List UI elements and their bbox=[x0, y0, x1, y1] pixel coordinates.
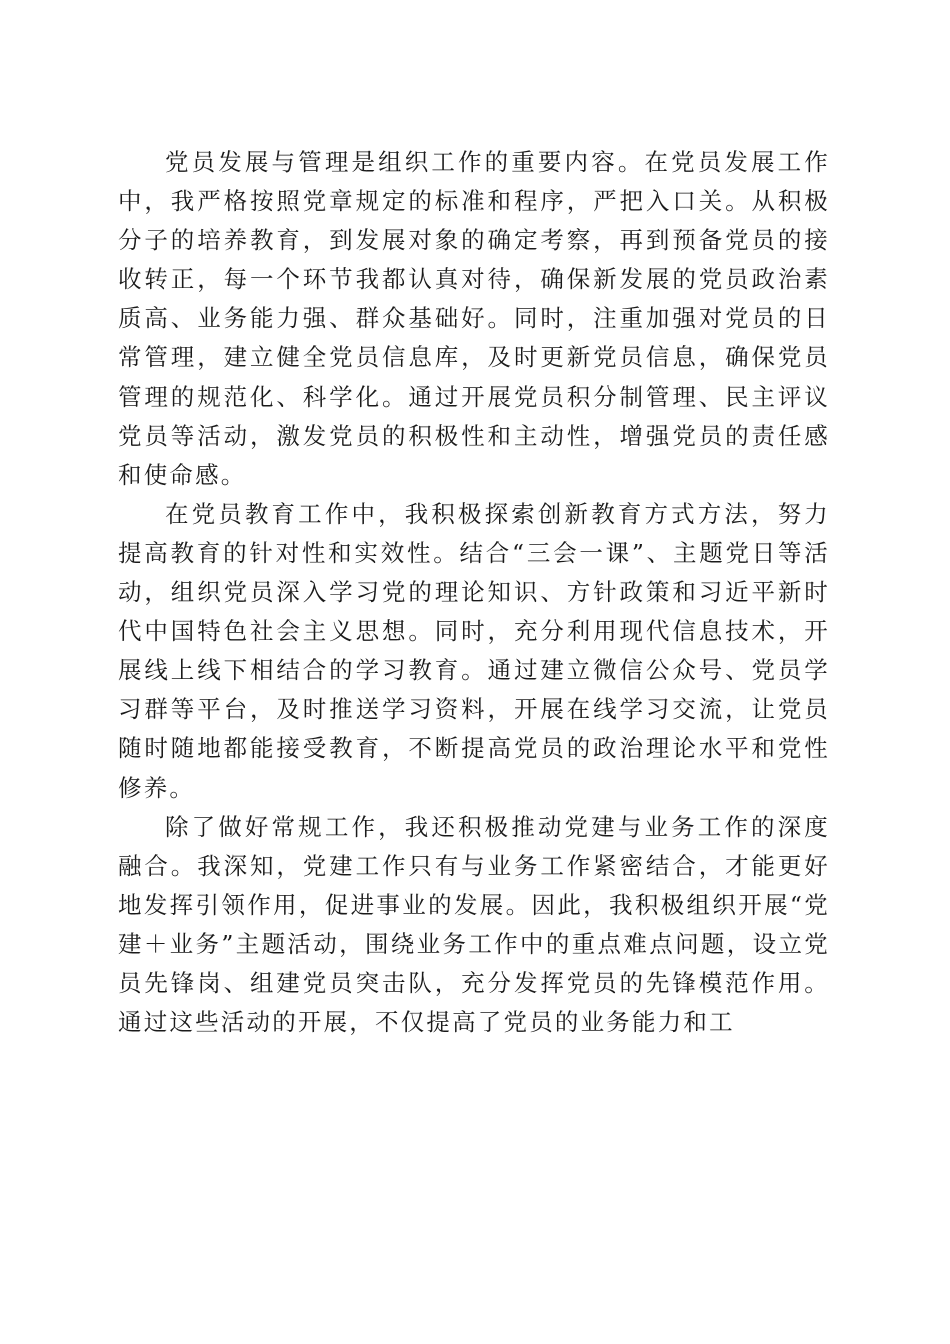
document-body bbox=[118, 143, 830, 1042]
paragraph-party-business-integration: 除了做好常规工作，我还积极推动党建与业务工作的深度融合。我深知，党建工作只有与业务工作紧密结合，才能更好地发挥引领作用，促进事业的发展。因此，我积极组织开展“党建＋业务”主题活动，围绕业务工作中的重点难点问题，设立党员先锋岗、组建党员突击队，充分发挥党员的先锋模范作用。通过这些活动的开展，不仅提高了党员的业务能力和工 bbox=[118, 812, 830, 1037]
paragraph-party-member-development: 党员发展与管理是组织工作的重要内容。在党员发展工作中，我严格按照党章规定的标准和程序，严把入口关。从积极分子的培养教育，到发展对象的确定考察，再到预备党员的接收转正，每一个环节我都认真对待，确保新发展的党员政治素质高、业务能力强、群众基础好。同时，注重加强对党员的日常管理，建立健全党员信息库，及时更新党员信息，确保党员管理的规范化、科学化。通过开展党员积分制管理、民主评议党员等活动，激发党员的积极性和主动性，增强党员的责任感和使命感。 bbox=[118, 148, 830, 489]
paragraph-party-member-education: 在党员教育工作中，我积极探索创新教育方式方法，努力提高教育的针对性和实效性。结合“三会一课”、主题党日等活动，组织党员深入学习党的理论知识、方针政策和习近平新时代中国特色社会主义思想。同时，充分利用现代信息技术，开展线上线下相结合的学习教育。通过建立微信公众号、党员学习群等平台，及时推送学习资料，开展在线学习交流，让党员随时随地都能接受教育，不断提高党员的政治理论水平和党性修养。 bbox=[118, 499, 830, 802]
